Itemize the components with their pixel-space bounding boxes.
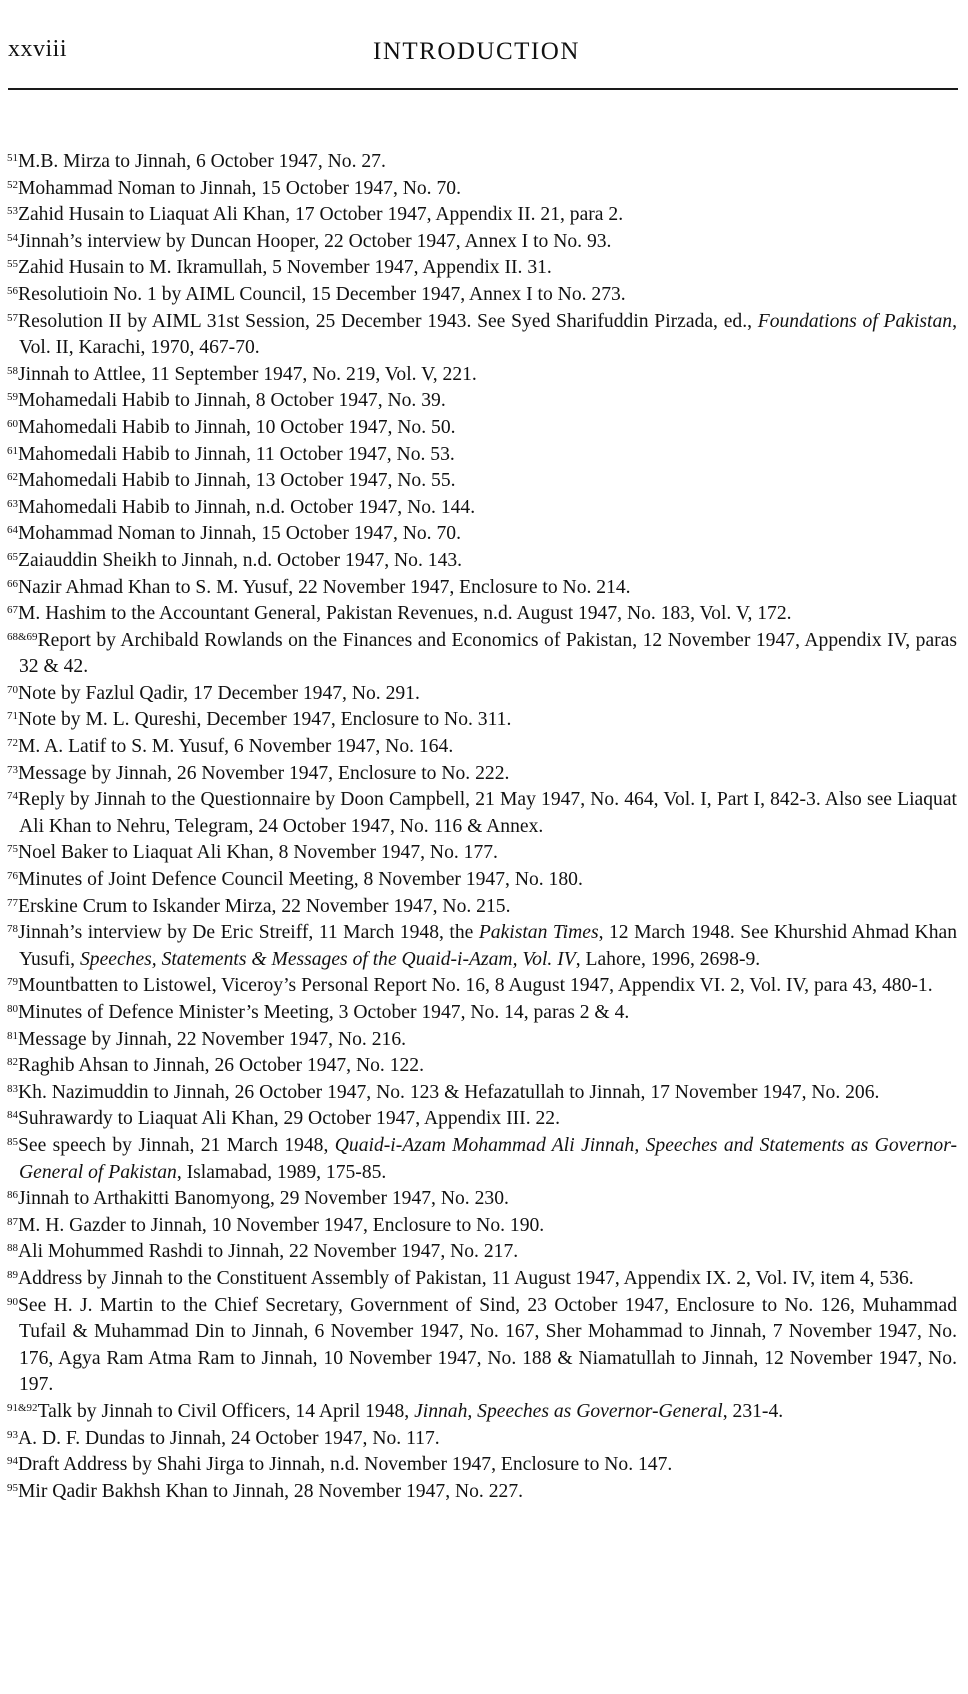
endnote-number: 77 bbox=[7, 896, 18, 909]
endnote-text: Report by Archibald Rowlands on the Finances and Economics of Pakistan, 12 November 1947, Appendix IV, paras 32 & 42. bbox=[19, 629, 957, 678]
endnote bbox=[7, 1426, 957, 1453]
endnote-text: Note by M. L. Qureshi, December 1947, Enclosure to No. 311. bbox=[18, 709, 512, 731]
endnote-text: Noel Baker to Liaquat Ali Khan, 8 November 1947, No. 177. bbox=[18, 842, 498, 864]
endnote-italic-title: Quaid-i-Azam Mohammad Ali Jinnah, Speeches and Statements as Governor-General of Pakistan bbox=[19, 1134, 957, 1183]
endnote-text: M.B. Mirza to Jinnah, 6 October 1947, No. 27. bbox=[18, 151, 386, 172]
endnote-number: 83 bbox=[7, 1082, 18, 1095]
endnote-text: Erskine Crum to Iskander Mirza, 22 November 1947, No. 215. bbox=[18, 895, 511, 917]
endnote-text: A. D. F. Dundas to Jinnah, 24 October 1947, No. 117. bbox=[18, 1427, 440, 1449]
endnote bbox=[7, 521, 957, 548]
endnote-number: 94 bbox=[7, 1455, 18, 1468]
endnote-text: Jinnah to Arthakitti Banomyong, 29 November 1947, No. 230. bbox=[18, 1188, 509, 1210]
endnote bbox=[7, 1293, 957, 1399]
endnote-text: Kh. Nazimuddin to Jinnah, 26 October 1947, No. 123 & Hefazatullah to Jinnah, 17 November 1947, No. 206. bbox=[18, 1081, 880, 1103]
endnote-text: Message by Jinnah, 22 November 1947, No. 216. bbox=[18, 1028, 407, 1050]
endnote bbox=[7, 973, 957, 1000]
endnote-text: See H. J. Martin to the Chief Secretary, Government of Sind, 23 October 1947, Enclosure to No. 126, Muhammad Tufail & Muhammad Din to Jinnah, 6 November 1947, No. 167, Sher Mohammad to Jinnah, 7 November 1947, No. 176, Agya Ram Atma Ram to Jinnah, 10 November 1947, No. 188 & Niamatullah to Jinnah, 12 November 1947, No. 197. bbox=[18, 1294, 957, 1396]
endnote bbox=[7, 442, 957, 469]
endnote-number: 93 bbox=[7, 1428, 18, 1441]
endnote-text: M. Hashim to the Accountant General, Pakistan Revenues, n.d. August 1947, No. 183, Vol. V, 172. bbox=[18, 603, 792, 625]
endnote-number: 55 bbox=[7, 258, 18, 271]
endnote-number: 90 bbox=[7, 1295, 18, 1308]
endnote-number: 76 bbox=[7, 870, 18, 883]
endnote-text: , Islamabad, 1989, 175-85. bbox=[176, 1161, 387, 1183]
endnote-text: Mahomedali Habib to Jinnah, 13 October 1947, No. 55. bbox=[18, 470, 456, 492]
endnote bbox=[7, 548, 957, 575]
endnote-number: 78 bbox=[7, 923, 18, 936]
endnote-text: Jinnah to Attlee, 11 September 1947, No. 219, Vol. V, 221. bbox=[18, 363, 477, 385]
endnote-number: 68&69 bbox=[7, 630, 38, 643]
page-header bbox=[8, 30, 958, 66]
endnote-number: 84 bbox=[7, 1109, 18, 1122]
endnote-text: Minutes of Joint Defence Council Meeting, 8 November 1947, No. 180. bbox=[18, 869, 583, 891]
endnote bbox=[7, 1106, 957, 1133]
endnote bbox=[7, 1213, 957, 1240]
endnote-number: 88 bbox=[7, 1242, 18, 1255]
endnote-text: Draft Address by Shahi Jirga to Jinnah, n.d. November 1947, Enclosure to No. 147. bbox=[18, 1454, 673, 1476]
endnote-number: 61 bbox=[7, 444, 18, 457]
endnote-number: 54 bbox=[7, 231, 18, 244]
endnote bbox=[7, 1053, 957, 1080]
endnote-text: Jinnah’s interview by Duncan Hooper, 22 October 1947, Annex I to No. 93. bbox=[18, 230, 612, 252]
endnote-number: 87 bbox=[7, 1215, 18, 1228]
page-number: xxviii bbox=[8, 36, 68, 62]
endnote-number: 57 bbox=[7, 311, 18, 324]
endnote-text: Mahomedali Habib to Jinnah, 10 October 1947, No. 50. bbox=[18, 416, 456, 438]
endnote-italic-title: Pakistan Times bbox=[478, 922, 599, 944]
endnote-italic-title: Speeches, Statements & Messages of the Quaid-i-Azam, Vol. IV bbox=[79, 948, 576, 970]
endnote bbox=[7, 1133, 957, 1186]
endnote bbox=[7, 1080, 957, 1107]
endnote bbox=[7, 734, 957, 761]
endnote-text: M. H. Gazder to Jinnah, 10 November 1947, Enclosure to No. 190. bbox=[18, 1214, 545, 1236]
endnote-number: 95 bbox=[7, 1481, 18, 1494]
endnote-text: M. A. Latif to S. M. Yusuf, 6 November 1947, No. 164. bbox=[18, 736, 454, 758]
endnote-text: Reply by Jinnah to the Questionnaire by Doon Campbell, 21 May 1947, No. 464, Vol. I, Part I, 842-3. Also see Liaquat Ali Khan to Nehru, Telegram, 24 October 1947, No. 116 & Annex. bbox=[18, 789, 957, 837]
endnote bbox=[7, 309, 957, 362]
endnote-text: Mahomedali Habib to Jinnah, n.d. October 1947, No. 144. bbox=[18, 496, 476, 518]
endnote bbox=[7, 1027, 957, 1054]
endnote-text: Mahomedali Habib to Jinnah, 11 October 1947, No. 53. bbox=[18, 443, 455, 465]
endnote bbox=[7, 176, 957, 203]
endnote-number: 70 bbox=[7, 683, 18, 696]
endnote bbox=[7, 894, 957, 921]
endnote bbox=[7, 1266, 957, 1293]
endnote-text: Message by Jinnah, 26 November 1947, Enclosure to No. 222. bbox=[18, 762, 510, 784]
endnote bbox=[7, 255, 957, 282]
endnote-text: Mohammad Noman to Jinnah, 15 October 1947, No. 70. bbox=[18, 177, 461, 199]
endnote bbox=[7, 681, 957, 708]
endnote-text: Mountbatten to Listowel, Viceroy’s Personal Report No. 16, 8 August 1947, Appendix VI. 2, Vol. IV, para 43, 480-1. bbox=[18, 975, 933, 997]
endnote-number: 64 bbox=[7, 524, 18, 537]
endnote-text: Resolutioin No. 1 by AIML Council, 15 December 1947, Annex I to No. 273. bbox=[18, 283, 626, 305]
endnote-text: Talk by Jinnah to Civil Officers, 14 April 1948, bbox=[37, 1400, 415, 1422]
endnote-text: Ali Mohummed Rashdi to Jinnah, 22 November 1947, No. 217. bbox=[18, 1241, 519, 1263]
endnote-number: 85 bbox=[7, 1135, 18, 1148]
endnote-italic-title: Jinnah, Speeches as Governor-General bbox=[414, 1400, 723, 1422]
endnote bbox=[7, 761, 957, 788]
endnote-text: Mohamedali Habib to Jinnah, 8 October 1947, No. 39. bbox=[18, 390, 446, 412]
endnote bbox=[7, 388, 957, 415]
endnote-text: Raghib Ahsan to Jinnah, 26 October 1947, No. 122. bbox=[18, 1055, 424, 1077]
endnote-text: Jinnah’s interview by De Eric Streiff, 11 March 1948, the bbox=[18, 922, 479, 944]
endnote bbox=[7, 787, 957, 840]
endnote bbox=[7, 840, 957, 867]
endnote-number: 52 bbox=[7, 178, 18, 191]
endnote-number: 74 bbox=[7, 790, 18, 803]
endnotes-list bbox=[7, 149, 957, 1505]
endnote-number: 75 bbox=[7, 843, 18, 856]
endnote-italic-title: Foundations of Pakistan bbox=[757, 310, 953, 332]
endnote-text: Resolution II by AIML 31st Session, 25 December 1943. See Syed Sharifuddin Pirzada, ed., bbox=[18, 310, 758, 332]
running-title: INTRODUCTION bbox=[373, 38, 580, 65]
endnote-number: 67 bbox=[7, 604, 18, 617]
endnote bbox=[7, 1239, 957, 1266]
endnote-number: 63 bbox=[7, 497, 18, 510]
endnote-number: 80 bbox=[7, 1003, 18, 1015]
endnote bbox=[7, 628, 957, 681]
endnote bbox=[7, 1479, 957, 1506]
endnote bbox=[7, 601, 957, 628]
endnote-number: 86 bbox=[7, 1189, 18, 1202]
endnote-number: 89 bbox=[7, 1268, 18, 1281]
endnote-number: 60 bbox=[7, 417, 18, 430]
endnote-number: 53 bbox=[7, 205, 18, 218]
endnote-text: Minutes of Defence Minister’s Meeting, 3 October 1947, No. 14, paras 2 & 4. bbox=[18, 1002, 630, 1023]
endnote bbox=[7, 867, 957, 894]
endnote-number: 71 bbox=[7, 710, 18, 723]
endnote-text: Mohammad Noman to Jinnah, 15 October 1947, No. 70. bbox=[18, 523, 461, 545]
endnote-number: 66 bbox=[7, 577, 18, 590]
endnote-text: , 12 March 1948. See Khurshid Ahmad Khan Yusufi, bbox=[19, 922, 958, 970]
endnote-text: Zahid Husain to Liaquat Ali Khan, 17 October 1947, Appendix II. 21, para 2. bbox=[18, 204, 624, 226]
endnote-text: , Lahore, 1996, 2698-9. bbox=[575, 948, 761, 970]
endnote bbox=[7, 575, 957, 602]
endnote-number: 58 bbox=[7, 364, 18, 377]
endnote-text: Note by Fazlul Qadir, 17 December 1947, No. 291. bbox=[18, 682, 420, 704]
header-rule bbox=[8, 88, 958, 90]
endnote-text: Address by Jinnah to the Constituent Assembly of Pakistan, 11 August 1947, Appendix IX. 2, Vol. IV, item 4, 536. bbox=[18, 1267, 914, 1289]
endnote-number: 65 bbox=[7, 550, 18, 563]
endnote bbox=[7, 495, 957, 522]
endnote-number: 51 bbox=[7, 152, 18, 164]
endnote-number: 72 bbox=[7, 737, 18, 750]
endnote-number: 91&92 bbox=[7, 1401, 38, 1414]
endnote-text: , Vol. II, Karachi, 1970, 467-70. bbox=[19, 310, 957, 359]
endnote-number: 82 bbox=[7, 1056, 18, 1069]
endnote bbox=[7, 707, 957, 734]
endnote bbox=[7, 1186, 957, 1213]
endnote-number: 81 bbox=[7, 1029, 18, 1042]
endnote-text: Nazir Ahmad Khan to S. M. Yusuf, 22 November 1947, Enclosure to No. 214. bbox=[18, 576, 631, 598]
endnote-text: Mir Qadir Bakhsh Khan to Jinnah, 28 November 1947, No. 227. bbox=[18, 1480, 524, 1502]
endnote-number: 73 bbox=[7, 763, 18, 776]
endnote-text: Suhrawardy to Liaquat Ali Khan, 29 October 1947, Appendix III. 22. bbox=[18, 1108, 560, 1130]
endnote bbox=[7, 1000, 957, 1027]
endnote-text: Zahid Husain to M. Ikramullah, 5 November 1947, Appendix II. 31. bbox=[18, 257, 552, 279]
endnote bbox=[7, 1399, 957, 1426]
endnote bbox=[7, 415, 957, 442]
endnote bbox=[7, 468, 957, 495]
endnote-text: , 231-4. bbox=[722, 1400, 784, 1422]
endnote-number: 62 bbox=[7, 471, 18, 484]
endnote bbox=[7, 149, 957, 176]
endnote bbox=[7, 362, 957, 389]
endnote-number: 59 bbox=[7, 391, 18, 404]
endnote-number: 79 bbox=[7, 976, 18, 989]
endnote-text: Zaiauddin Sheikh to Jinnah, n.d. October 1947, No. 143. bbox=[18, 549, 463, 571]
endnote bbox=[7, 282, 957, 309]
endnote bbox=[7, 202, 957, 229]
endnote bbox=[7, 1452, 957, 1479]
endnote bbox=[7, 229, 957, 256]
endnote-text: See speech by Jinnah, 21 March 1948, bbox=[18, 1134, 335, 1156]
endnote-number: 56 bbox=[7, 284, 18, 297]
endnote bbox=[7, 920, 957, 973]
